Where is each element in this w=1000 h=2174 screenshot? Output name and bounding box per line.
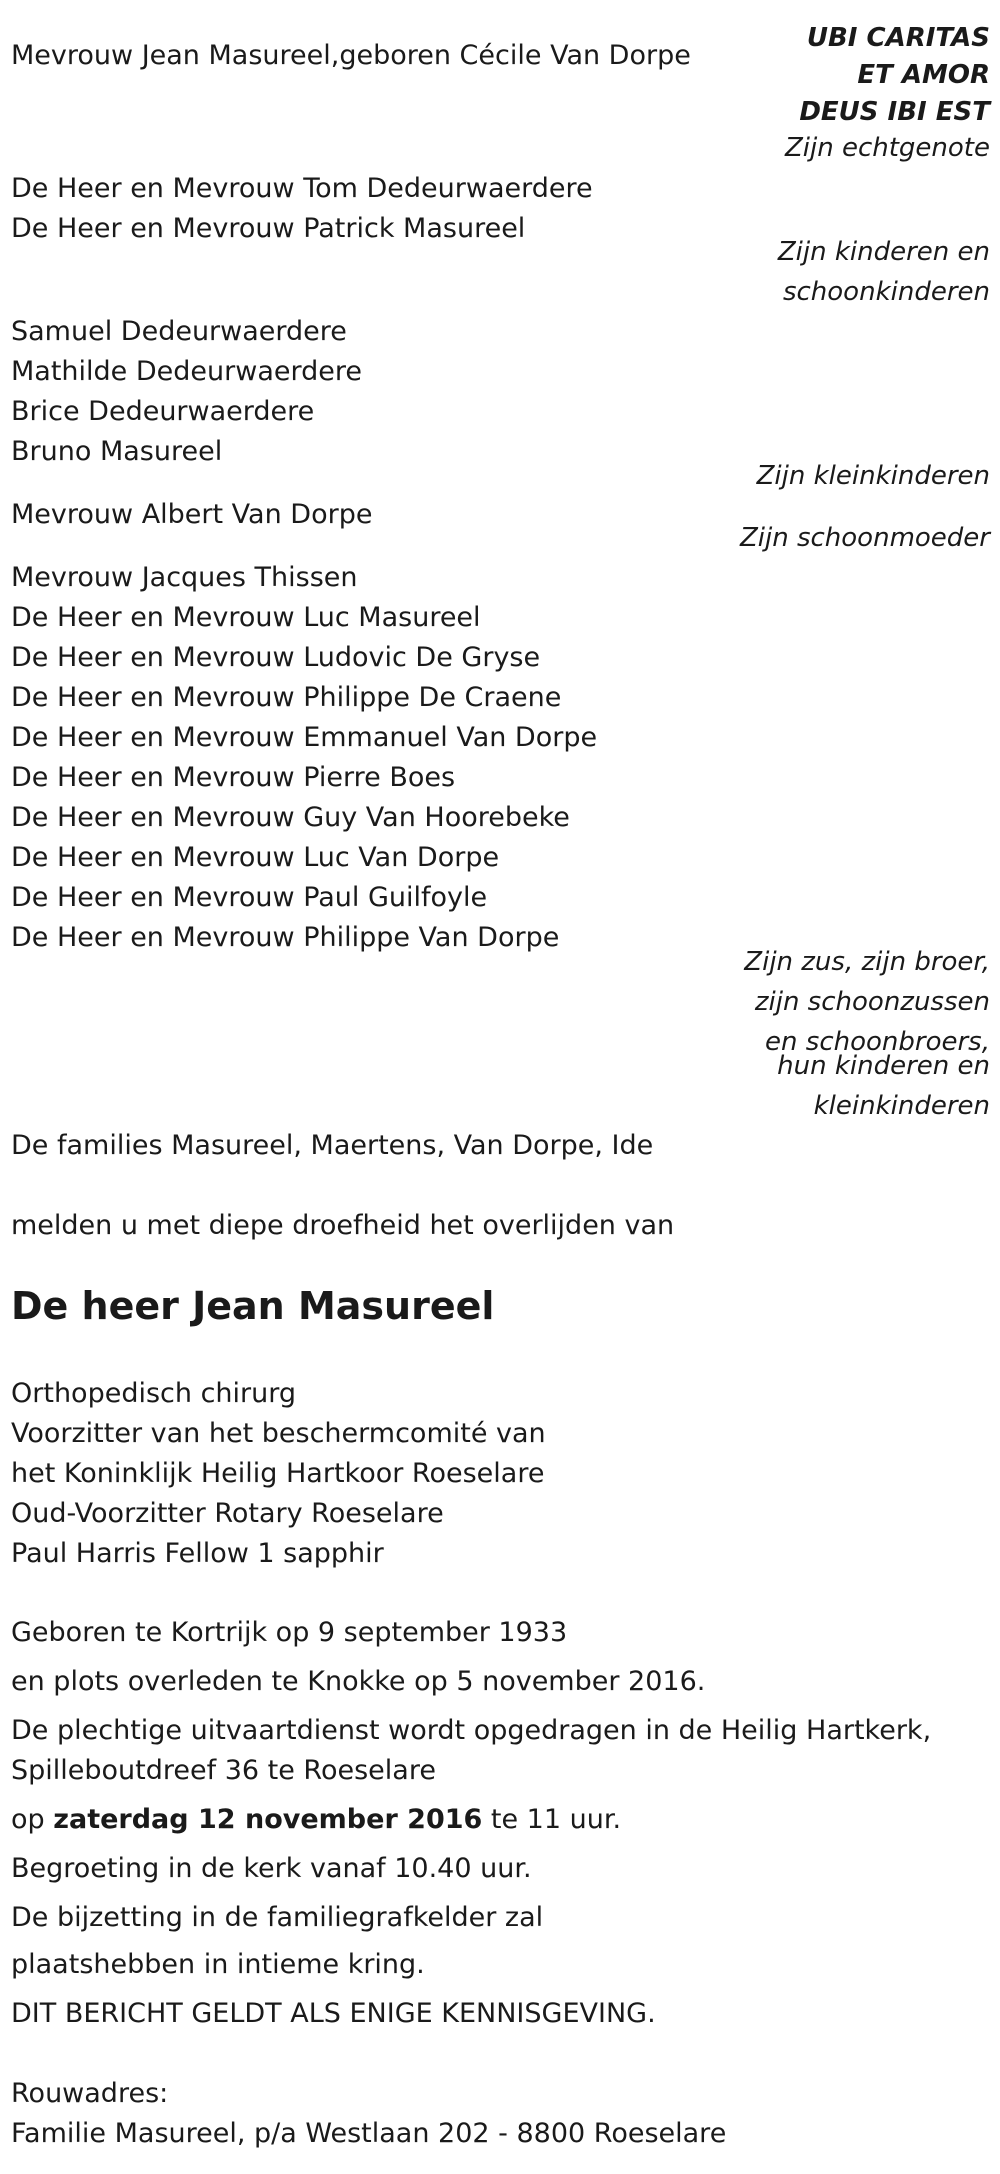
sibling-name: De Heer en Mevrouw Paul Guilfoyle — [11, 882, 488, 913]
service-date-prefix: op — [11, 1804, 45, 1835]
grandchildren-relation: Zijn kleinkinderen — [756, 461, 990, 491]
grandchild-name: Bruno Masureel — [11, 436, 223, 467]
spouse-name: Mevrouw Jean Masureel,geboren Cécile Van Dorpe — [11, 40, 691, 71]
grandchild-name: Samuel Dedeurwaerdere — [11, 316, 347, 347]
notice-line: DIT BERICHT GELDT ALS ENIGE KENNISGEVING. — [11, 1998, 656, 2029]
spouse-relation: Zijn echtgenote — [784, 133, 990, 163]
title-line: Paul Harris Fellow 1 sapphir — [11, 1538, 384, 1569]
siblings-relation: zijn schoonzussen — [754, 987, 990, 1017]
death-line: en plots overleden te Knokke op 5 november 2016. — [11, 1666, 706, 1697]
motto-line: DEUS IBI EST — [799, 97, 990, 127]
service-date-line — [11, 1800, 621, 1840]
siblings-relation: hun kinderen en — [777, 1051, 990, 1081]
siblings-relation: en schoonbroers, — [765, 1027, 990, 1057]
title-line: Voorzitter van het beschermcomité van — [11, 1418, 546, 1449]
sibling-name: De Heer en Mevrouw Guy Van Hoorebeke — [11, 802, 570, 833]
service-line: De plechtige uitvaartdienst wordt opgedragen in de Heilig Hartkerk, — [11, 1715, 932, 1746]
children-relation: Zijn kinderen en — [777, 237, 990, 267]
mother-in-law-relation: Zijn schoonmoeder — [739, 523, 990, 553]
birth-line: Geboren te Kortrijk op 9 september 1933 — [11, 1617, 568, 1648]
siblings-relation: Zijn zus, zijn broer, — [744, 947, 990, 977]
title-line: Oud-Voorzitter Rotary Roeselare — [11, 1498, 444, 1529]
sibling-name: De Heer en Mevrouw Ludovic De Gryse — [11, 642, 541, 673]
burial-line: De bijzetting in de familiegrafkelder zal — [11, 1902, 544, 1933]
announcement-line: melden u met diepe droefheid het overlijden van — [11, 1210, 675, 1241]
sibling-name: De Heer en Mevrouw Luc Van Dorpe — [11, 842, 500, 873]
title-line: Orthopedisch chirurg — [11, 1378, 297, 1409]
children-relation: schoonkinderen — [782, 277, 990, 307]
sibling-name: De Heer en Mevrouw Philippe Van Dorpe — [11, 922, 560, 953]
families-line: De families Masureel, Maertens, Van Dorpe, Ide — [11, 1130, 654, 1161]
sibling-name: De Heer en Mevrouw Emmanuel Van Dorpe — [11, 722, 598, 753]
title-line: het Koninklijk Heilig Hartkoor Roeselare — [11, 1458, 545, 1489]
sibling-name: De Heer en Mevrouw Luc Masureel — [11, 602, 481, 633]
sibling-name: De Heer en Mevrouw Philippe De Craene — [11, 682, 562, 713]
greeting-line: Begroeting in de kerk vanaf 10.40 uur. — [11, 1853, 532, 1884]
deceased-name: De heer Jean Masureel — [11, 1284, 495, 1328]
grandchild-name: Mathilde Dedeurwaerdere — [11, 356, 362, 387]
sibling-name: De Heer en Mevrouw Pierre Boes — [11, 762, 456, 793]
motto-line: ET AMOR — [857, 60, 990, 90]
grandchild-name: Brice Dedeurwaerdere — [11, 396, 315, 427]
sibling-name: Mevrouw Jacques Thissen — [11, 562, 358, 593]
burial-line: plaatshebben in intieme kring. — [11, 1949, 425, 1980]
address-label: Rouwadres: — [11, 2078, 169, 2109]
siblings-relation: kleinkinderen — [813, 1091, 990, 1121]
child-name: De Heer en Mevrouw Tom Dedeurwaerdere — [11, 173, 593, 204]
child-name: De Heer en Mevrouw Patrick Masureel — [11, 213, 526, 244]
service-time: te 11 uur. — [490, 1804, 622, 1835]
mother-in-law-name: Mevrouw Albert Van Dorpe — [11, 499, 373, 530]
motto — [799, 20, 990, 131]
motto-line: UBI CARITAS — [806, 23, 990, 53]
service-date: zaterdag 12 november 2016 — [53, 1804, 483, 1835]
address-line: Familie Masureel, p/a Westlaan 202 - 8800 Roeselare — [11, 2118, 727, 2149]
service-line: Spilleboutdreef 36 te Roeselare — [11, 1755, 436, 1786]
